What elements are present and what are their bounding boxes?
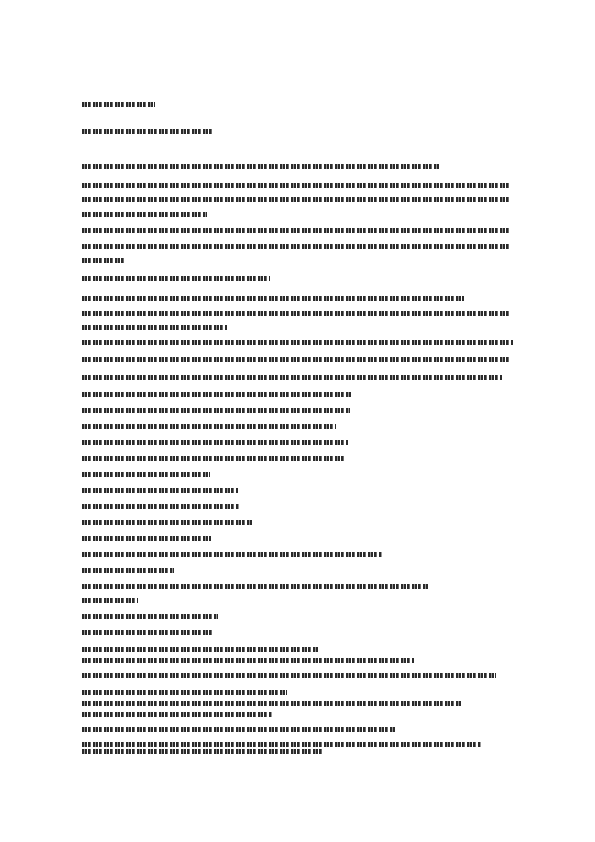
redaction-bar <box>82 375 502 380</box>
redaction-bar <box>82 749 323 754</box>
redaction-bar <box>82 228 509 233</box>
redaction-bar <box>82 536 211 541</box>
redaction-bar <box>82 440 348 445</box>
redaction-bar <box>82 102 155 107</box>
redaction-bar <box>82 630 212 635</box>
redaction-bar <box>82 424 336 429</box>
redaction-bar <box>82 598 138 603</box>
redaction-bar <box>82 690 287 695</box>
redaction-bar <box>82 552 382 557</box>
redaction-bar <box>82 392 352 397</box>
redaction-bar <box>82 340 513 345</box>
redaction-bar <box>82 325 227 330</box>
redaction-bar <box>82 647 319 652</box>
redaction-bar <box>82 456 344 461</box>
redaction-bar <box>82 568 174 573</box>
redaction-bar <box>82 357 509 362</box>
redaction-bar <box>82 584 428 589</box>
redaction-bar <box>82 472 210 477</box>
redaction-bar <box>82 197 509 202</box>
redaction-bar <box>82 614 218 619</box>
redaction-bar <box>82 311 509 316</box>
redaction-bar <box>82 673 496 678</box>
redaction-bar <box>82 276 270 281</box>
redaction-bar <box>82 129 213 134</box>
redaction-bar <box>82 727 395 732</box>
redaction-bar <box>82 488 238 493</box>
redaction-bar <box>82 164 440 169</box>
redaction-bar <box>82 658 414 663</box>
redaction-bar <box>82 712 272 717</box>
redaction-bar <box>82 520 252 525</box>
redaction-bar <box>82 742 481 747</box>
redaction-bar <box>82 701 462 706</box>
redaction-bar <box>82 258 126 263</box>
redaction-bar <box>82 504 239 509</box>
redaction-bar <box>82 296 464 301</box>
redaction-bar <box>82 244 509 249</box>
redaction-bar <box>82 212 207 217</box>
redaction-bar <box>82 183 509 188</box>
redaction-bar <box>82 408 350 413</box>
